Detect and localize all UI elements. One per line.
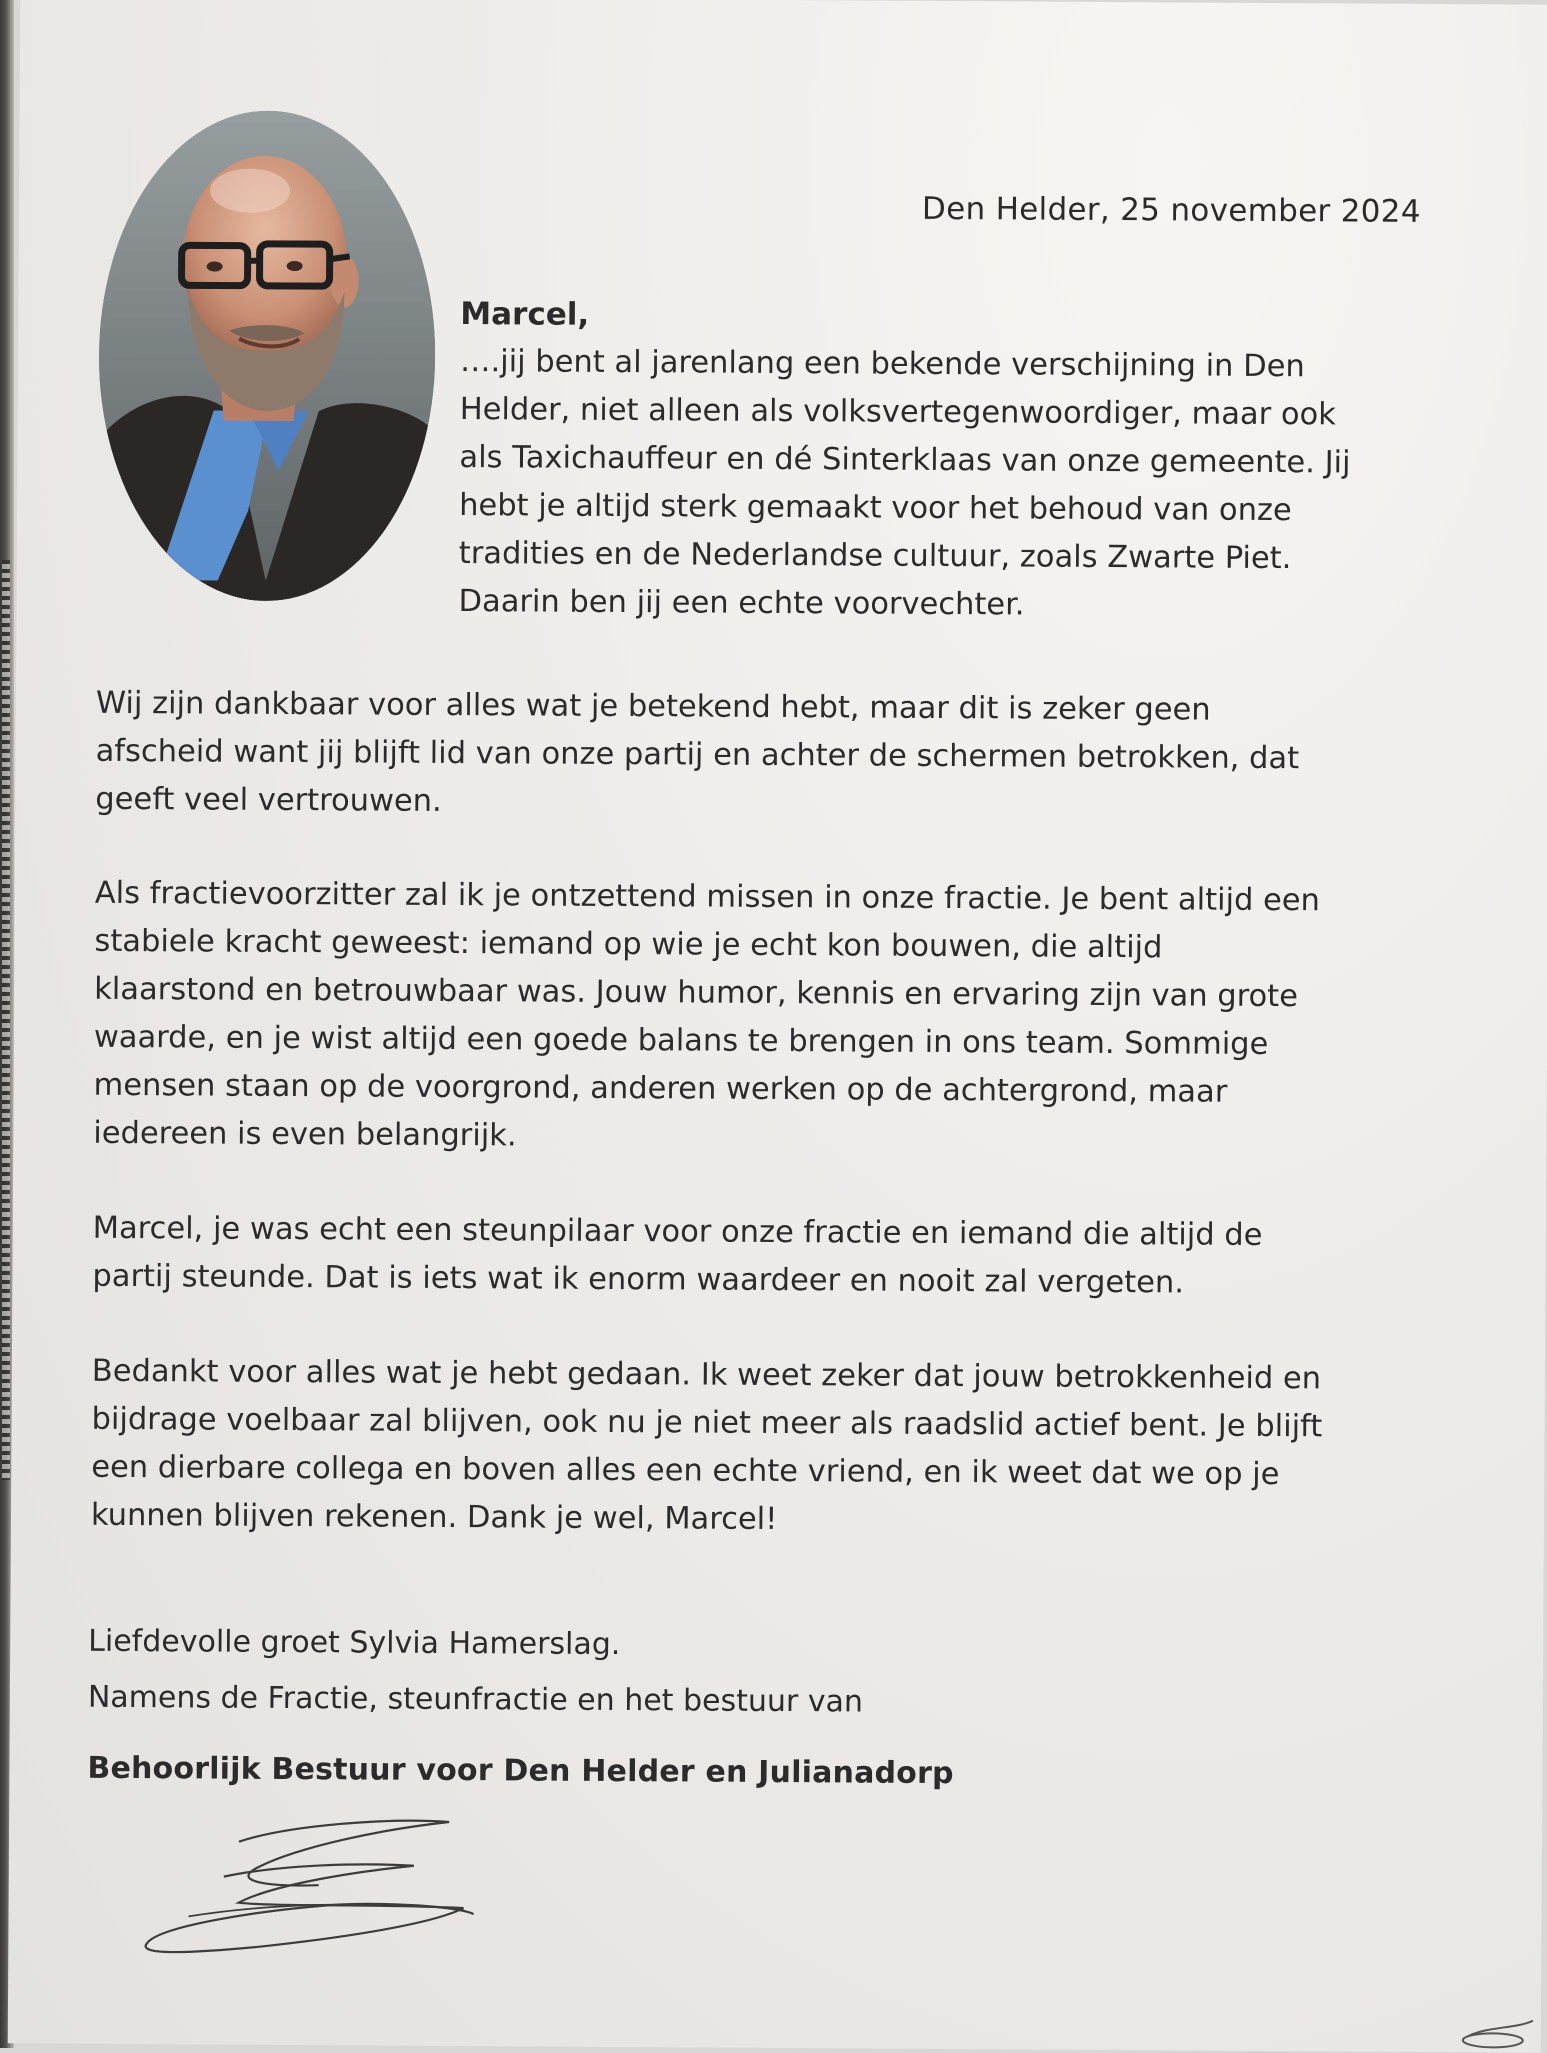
party-name: Behoorlijk Bestuur voor Den Helder en Julianadorp [87,1751,1287,1793]
paragraph-line: Wij zijn dankbaar voor alles wat je betekend hebt, maar dit is zeker geen [96,680,1476,736]
intro-line: als Taxichauffeur en dé Sinterklaas van onze gemeente. Jij [459,434,1499,488]
paragraph-line: iedereen is even belangrijk. [93,1110,1473,1166]
portrait-illustration [98,110,437,602]
paragraph-line: Marcel, je was echt een steunpilaar voor onze fractie en iemand die altijd de [93,1205,1473,1261]
paragraph-chair [93,870,1475,1166]
closing-on-behalf: Namens de Fractie, steunfractie en het bestuur van [88,1670,1188,1733]
intro-line: ….jij bent al jarenlang een bekende verschijning in Den [460,338,1500,392]
paragraph-line: stabiele kracht geweest: iemand op wie je echt kon bouwen, die altijd [94,918,1474,974]
paragraph-pillar [92,1205,1473,1309]
portrait-photo [98,110,437,602]
intro-line: Daarin ben jij een echte voorvechter. [458,578,1498,632]
paragraph-line: bijdrage voelbaar zal blijven, ook nu je niet meer als raadslid actief bent. Je blijft [91,1396,1471,1452]
letter-date: Den Helder, 25 november 2024 [922,191,1482,230]
closing-block [88,1614,1189,1733]
paragraph-line: Als fractievoorzitter zal ik je ontzettend missen in onze fractie. Je bent altijd een [95,870,1475,926]
corner-scribble-icon [1448,2014,1538,2053]
intro-line: Helder, niet alleen als volksvertegenwoordiger, maar ook [460,386,1500,440]
paragraph-line: klaarstond en betrouwbaar was. Jouw humor, kennis en ervaring zijn van grote [94,966,1474,1022]
intro-block [458,290,1500,632]
letter-page [8,0,1547,2053]
paragraph-line: een dierbare collega en boven alles een echte vriend, en ik weet dat we op je [91,1444,1471,1500]
signature-icon [128,1806,539,1979]
paragraph-thanks [91,1348,1472,1548]
paragraph-line: kunnen blijven rekenen. Dank je wel, Marcel! [91,1492,1471,1548]
greeting: Marcel, [460,290,1500,344]
intro-line: hebt je altijd sterk gemaakt voor het behoud van onze [459,482,1499,536]
paragraph-line: partij steunde. Dat is iets wat ik enorm waardeer en nooit zal vergeten. [92,1253,1472,1309]
paragraph-line: waarde, en je wist altijd een goede balans te brengen in ons team. Sommige [94,1014,1474,1070]
intro-line: tradities en de Nederlandse cultuur, zoals Zwarte Piet. [459,530,1499,584]
closing-greeting: Liefdevolle groet Sylvia Hamerslag. [88,1614,1188,1677]
paragraph-line: geeft veel vertrouwen. [95,776,1475,832]
paragraph-line: Bedankt voor alles wat je hebt gedaan. Ik weet zeker dat jouw betrokkenheid en [92,1348,1472,1404]
paragraph-line: afscheid want jij blijft lid van onze partij en achter de schermen betrokken, dat [96,728,1476,784]
paragraph-gratitude [95,680,1476,832]
binding-perforation [2,560,10,1480]
paragraph-line: mensen staan op de voorgrond, anderen werken op de achtergrond, maar [93,1062,1473,1118]
